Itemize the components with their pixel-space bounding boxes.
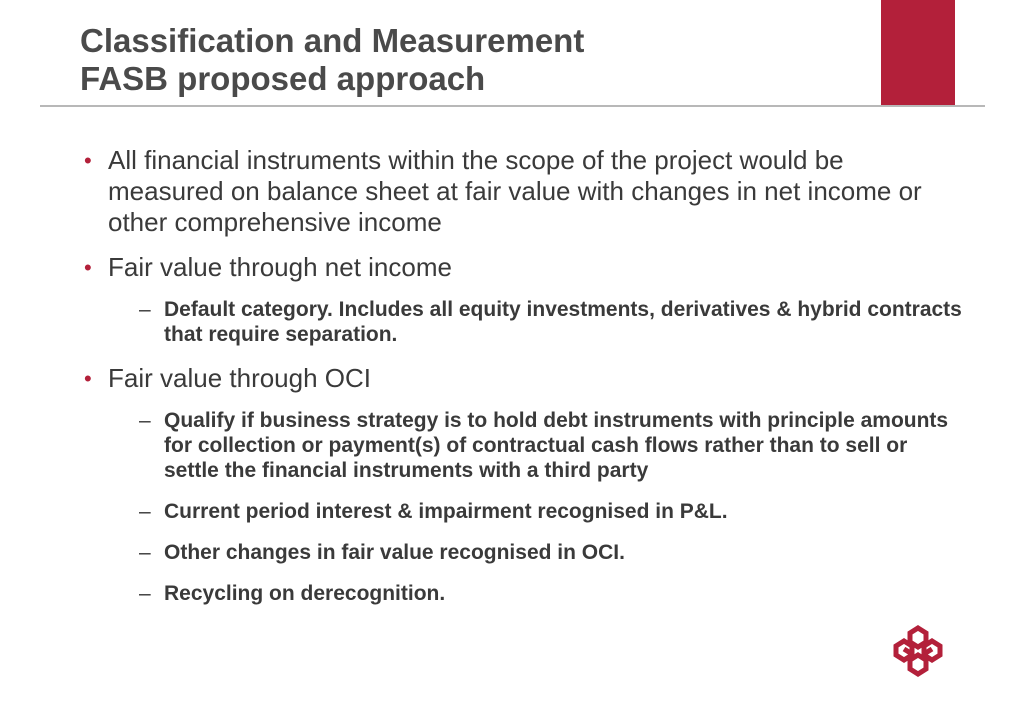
- title-line-1: Classification and Measurement: [80, 22, 585, 59]
- dash-icon: –: [139, 500, 151, 523]
- interlocking-rings-logo-icon: [890, 625, 946, 679]
- bullet-icon: •: [84, 255, 92, 280]
- title-divider: [40, 105, 985, 107]
- dash-icon: –: [139, 409, 151, 432]
- slide-body: [84, 145, 964, 622]
- bullet-icon: •: [84, 148, 92, 173]
- sub-bullet-text: Default category. Includes all equity investments, derivatives & hybrid contracts that require separation.: [164, 298, 962, 346]
- sub-bullet-item: [84, 581, 964, 606]
- dash-icon: –: [139, 298, 151, 321]
- dash-icon: –: [139, 541, 151, 564]
- dash-icon: –: [139, 582, 151, 605]
- sub-bullet-item: [84, 499, 964, 524]
- sub-bullet-item: [84, 297, 964, 347]
- bullet-item: [84, 363, 964, 394]
- bullet-item: [84, 145, 964, 238]
- bullet-item: [84, 252, 964, 283]
- sub-bullet-text: Recycling on derecognition.: [164, 582, 446, 605]
- title-line-2: FASB proposed approach: [80, 60, 486, 97]
- bullet-icon: •: [84, 366, 92, 391]
- slide-title: [80, 22, 584, 98]
- sub-bullet-item: [84, 408, 964, 483]
- bullet-text: Fair value through net income: [108, 252, 452, 282]
- accent-bar: [881, 0, 955, 106]
- bullet-text: All financial instruments within the scope of the project would be measured on balance sheet at fair value with changes in net income or other comprehensive income: [108, 145, 922, 237]
- sub-bullet-item: [84, 540, 964, 565]
- sub-bullet-text: Current period interest & impairment recognised in P&L.: [164, 500, 728, 523]
- sub-bullet-text: Other changes in fair value recognised in OCI.: [164, 541, 625, 564]
- sub-bullet-text: Qualify if business strategy is to hold debt instruments with principle amounts for collection or payment(s) of contractual cash flows rather than to sell or settle the financial instruments with a third party: [164, 409, 949, 482]
- bullet-text: Fair value through OCI: [108, 363, 372, 393]
